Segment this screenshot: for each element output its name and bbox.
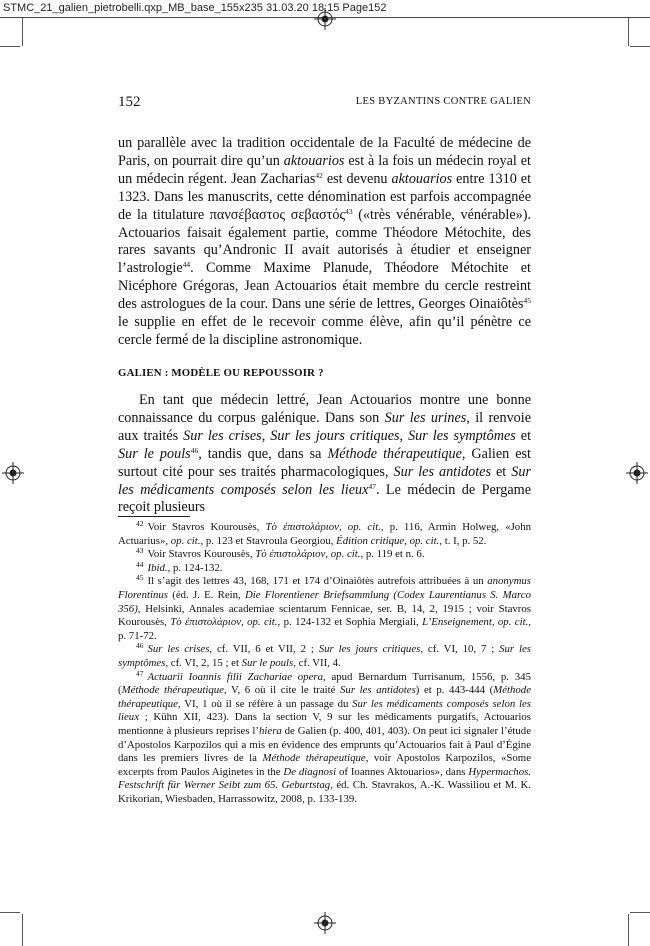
section-heading: GALIEN : MODÈLE OU REPOUSSOIR ? bbox=[118, 367, 324, 379]
footnote-44: $^{44}$ Ibid., p. 124-132. bbox=[136, 559, 223, 574]
registration-mark-left-icon bbox=[2, 462, 24, 484]
footnote-43: $^{43}$ Voir Stavros Kourousès, Τὸ ἐπιστολάριον, op. cit., p. 119 et n. 6. bbox=[136, 546, 425, 561]
crop-mark bbox=[0, 46, 20, 47]
footnote-ref-43[interactable]: 43 bbox=[345, 206, 353, 216]
crop-mark bbox=[628, 914, 629, 946]
running-head bbox=[118, 94, 531, 114]
crop-mark bbox=[630, 46, 650, 47]
registration-mark-bottom-icon bbox=[314, 912, 336, 934]
footnote-47: $^{47}$ Actuarii Ioannis filii Zachariae opera, apud Bernardum Turrisanum, 1556, p. 345 (Méthode thérapeutique, V, 6 où il cite le traité Sur les antidotes) et p. 443-444 (Méthode thérapeutique, VI, 1 où il se réfère à un passage du Sur les médicaments composés selon les lieux ; Kühn XII, 423). Dans la section V, 9 sur les médicaments purgatifs, Actouarios mentionne à plusieurs reprises l’hiera de Galien (p. 400, 401, 403). On peut ici signaler l’étude d’Apostolos Karpozilos qui a mis en évidence des emprunts qu’Actouarios fait à Paul d’Égine dans les premiers livres de la Méthode thérapeutique, voir Apostolos Karpozilos, «Some excerpts from Paulos Aiginetes in the De diagnosi of Ioannes Aktouarios», dans Hypermachos. Festschrift für Werner Seibt zum 65. Geburtstag, éd. Ch. Stavrakos, A.-K. Wassiliou et M. K. Krikorian, Wiesbaden, Harrassowitz, 2008, p. 133-139. bbox=[118, 668, 532, 805]
crop-mark bbox=[628, 18, 629, 46]
registration-mark-top-icon bbox=[314, 8, 336, 30]
crop-mark bbox=[22, 914, 23, 946]
running-title: LES BYZANTINS CONTRE GALIEN bbox=[355, 96, 531, 107]
footnotes bbox=[118, 521, 531, 806]
crop-mark bbox=[630, 912, 650, 913]
footnote-separator bbox=[118, 516, 190, 517]
crop-mark bbox=[0, 912, 20, 913]
crop-mark bbox=[22, 18, 23, 46]
footnote-46: $^{46}$ Sur les crises, cf. VII, 6 et VII, 2 ; Sur les jours critiques, cf. VI, 10, 7 ; Sur les symptômes, cf. VI, 2, 15 ; et Sur le pouls, cf. VII, 4. bbox=[118, 641, 531, 669]
registration-mark-right-icon bbox=[626, 462, 648, 484]
footnote-45: $^{45}$ Il s’agit des lettres 43, 168, 171 et 174 d’Oinaiôtès autrefois attribuées à un anonymus Florentinus (éd. J. E. Rein, Die Florentiener Briefsammlung (Codex Laurentianus S. Marco 356), Helsinki, Annales academiae scientarum Fennicae, ser. B, 14, 2, 1915 ; voir Stavros Kourousès, Τὸ ἐπιστολάριον, op. cit., p. 124-132 et Sophia Mergiali, L’Enseignement, op. cit., p. 71-72. bbox=[118, 573, 531, 642]
footnote-ref-46[interactable]: 46 bbox=[190, 445, 199, 455]
body-text-section-1 bbox=[118, 135, 531, 350]
body-text-section-2 bbox=[118, 392, 531, 517]
paragraph-1: un parallèle avec la tradition occidentale de la Faculté de médecine de Paris, on pourrait dire qu’un aktouarios est à la fois un médecin royal et un médecin régent. Jean Zacharias$^{42}$ est devenu aktouarios entre 1310 et 1323. Dans les manuscrits, cette dénomination est parfois accompagnée de la titulature πανσέβαστος σεβαστός$^{43}$ («très vénérable, vénérable»). Actouarios faisait également partie, comme Théodore Métochite, des rares savants qu’Andronic II avait autorisés à étudier et enseigner l’astrologie$^{44}$. Comme Maxime Planude, Théodore Métochite et Nicéphore Grégoras, Jean Actouarios était membre du cercle restreint des astrologues de la cour. Dans une série de lettres, Georges Oinaiôtès$^{45}$ le supplie en effet de le recevoir comme élève, afin qu’il pénètre ce cercle fermé de la discipline astronomique. bbox=[118, 135, 532, 348]
paragraph-2: En tant que médecin lettré, Jean Actouarios montre une bonne connaissance du corpus galénique. Dans son Sur les urines, il renvoie aux traités Sur les crises, Sur les jours critiques, Sur les symptômes et Sur le pouls$^{46}$, tandis que, dans sa Méthode thérapeutique, Galien est surtout cité pour ses traités pharmacologiques, Sur les antidotes et Sur les médicaments composés selon les lieux$^{47}$. Le médecin de Pergame reçoit plusieurs bbox=[118, 392, 532, 516]
prepress-slug: STMC_21_galien_pietrobelli.qxp_MB_base_155x235 31.03.20 18:15 Page152 bbox=[0, 0, 650, 18]
footnote-ref-45[interactable]: 45 bbox=[523, 296, 531, 306]
footnote-ref-44[interactable]: 44 bbox=[182, 260, 191, 270]
footnote-ref-47[interactable]: 47 bbox=[368, 481, 376, 491]
page-number: 152 bbox=[118, 94, 141, 110]
footnote-42: $^{42}$ Voir Stavros Kourousès, Τὸ ἐπιστολάριον, op. cit., p. 116, Armin Holweg, «John Actuarius», op. cit., p. 123 et Stavroula Georgiou, Édition critique, op. cit., t. I, p. 52. bbox=[118, 519, 532, 547]
footnote-ref-42[interactable]: 42 bbox=[315, 170, 323, 180]
